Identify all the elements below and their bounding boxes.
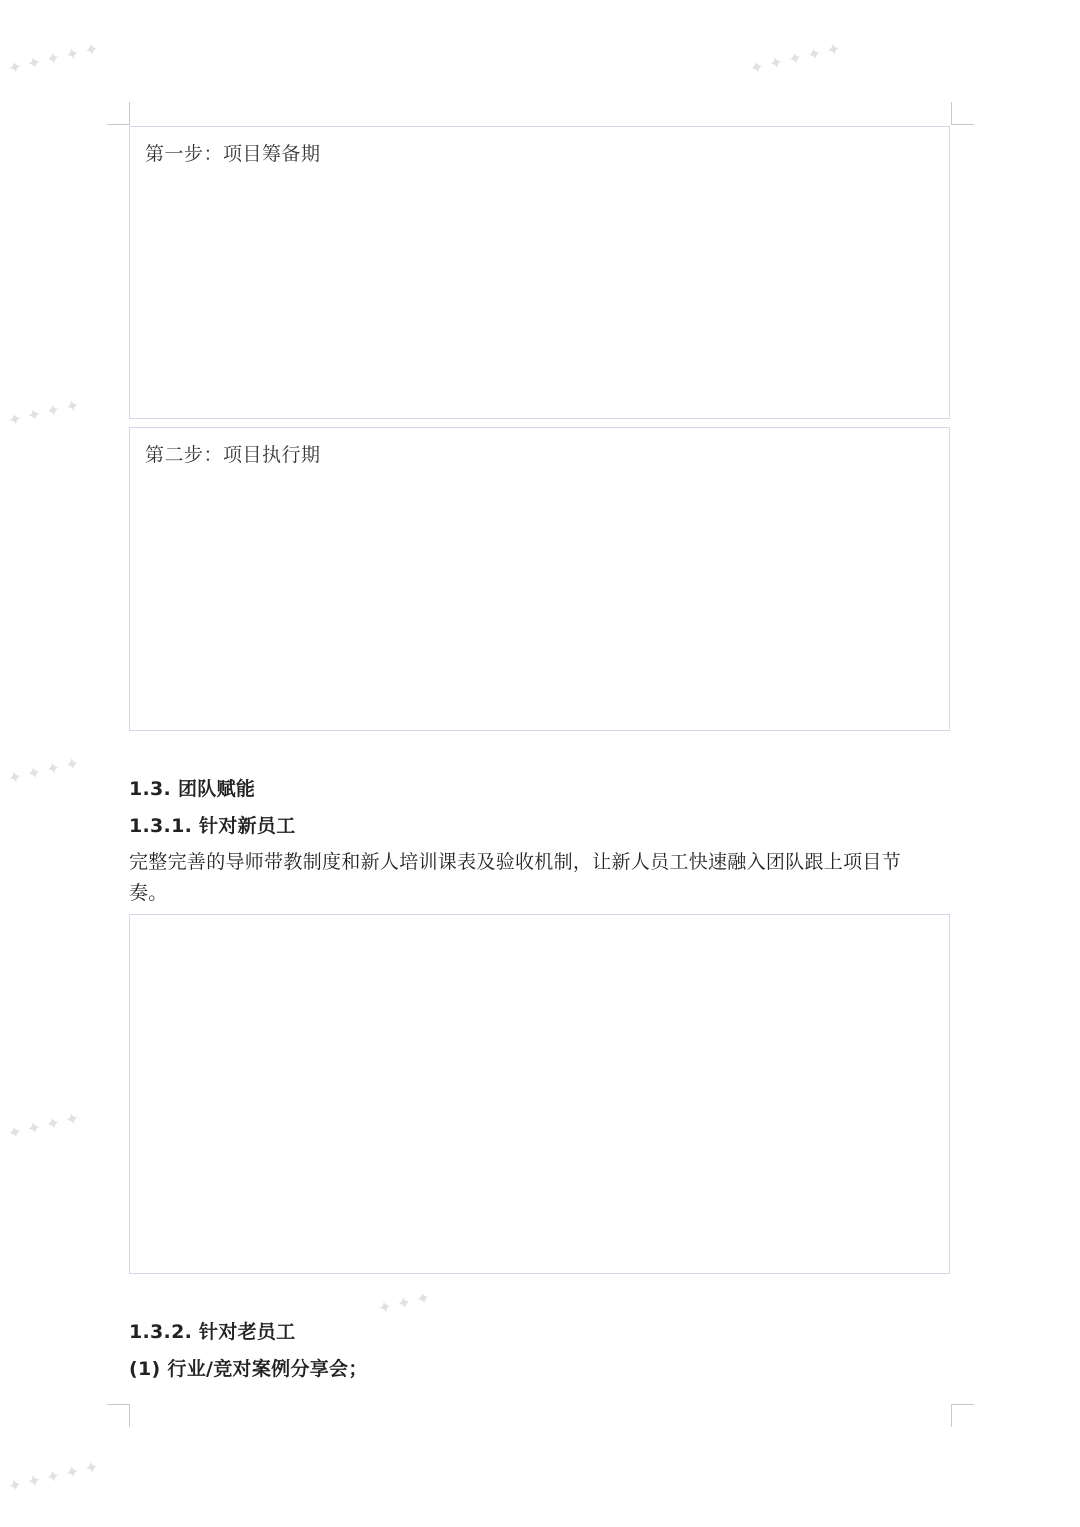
step2-label: 第二步：项目执行期 [145,444,321,466]
crop-mark-bottom-right [951,1404,974,1427]
step2-box [129,427,950,731]
watermark: ✦ ✦ ✦ ✦ ✦ [6,1457,101,1498]
step1-label: 第一步：项目筹备期 [145,143,321,165]
crop-mark-bottom-left [107,1404,130,1427]
watermark: ✦ ✦ ✦ ✦ [6,1108,82,1145]
watermark: ✦ ✦ ✦ ✦ [6,753,82,790]
image-placeholder-box [129,914,950,1274]
watermark: ✦ ✦ ✦ ✦ ✦ [748,39,843,80]
crop-mark-top-left [107,102,130,125]
crop-mark-top-right [951,102,974,125]
watermark: ✦ ✦ ✦ ✦ ✦ [6,39,101,80]
watermark: ✦ ✦ ✦ ✦ [6,395,82,432]
step1-box [129,126,950,419]
watermark: ✦ ✦ ✦ [376,1287,433,1320]
paragraph-new-staff: 完整完善的导师带教制度和新人培训课表及验收机制，让新人员工快速融入团队跟上项目节奏。 [129,851,902,904]
section-heading-1-3: 1.3. 团队赋能 [129,778,256,800]
section-heading-1-3-1: 1.3.1. 针对新员工 [129,815,296,837]
list-item-1: (1) 行业/竞对案例分享会； [129,1358,368,1380]
section-heading-1-3-2: 1.3.2. 针对老员工 [129,1321,296,1343]
